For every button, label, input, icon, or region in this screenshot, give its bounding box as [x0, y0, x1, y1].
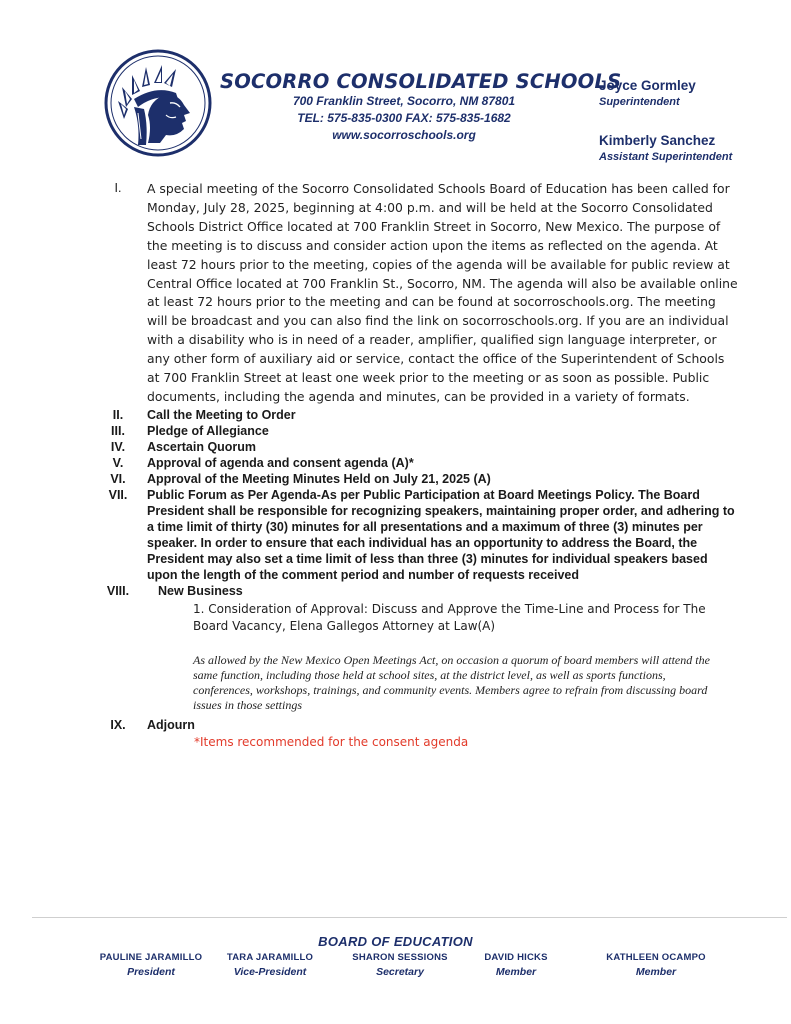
agenda-item-text: Approval of agenda and consent agenda (A)*: [147, 455, 414, 470]
agenda-item-quorum: [100, 439, 740, 455]
agenda-item-text: Call the Meeting to Order: [147, 407, 296, 422]
agenda-item-approval-minutes: [100, 471, 740, 487]
footer-divider: [32, 917, 787, 918]
org-name: SOCORRO CONSOLIDATED SCHOOLS: [220, 70, 622, 93]
agenda-list: [100, 180, 740, 749]
agenda-item-public-forum: [100, 487, 740, 583]
board-member: [92, 952, 210, 978]
officer-name: Joyce Gormley: [599, 78, 696, 93]
board-member: [474, 952, 558, 978]
org-address: 700 Franklin Street, Socorro, NM 87801: [292, 94, 516, 108]
agenda-item-text: Ascertain Quorum: [147, 439, 257, 454]
board-title: BOARD OF EDUCATION: [318, 934, 473, 949]
officer-title: Superintendent: [599, 96, 680, 108]
org-phone-fax: TEL: 575-835-0300 FAX: 575-835-1682: [297, 111, 511, 125]
agenda-item-number: VII.: [108, 487, 128, 502]
agenda-item-number: I.: [114, 181, 122, 195]
board-member-name: PAULINE JARAMILLO: [99, 952, 203, 963]
org-website: www.socorroschools.org: [332, 128, 476, 142]
agenda-item-call-to-order: [100, 407, 740, 423]
agenda-item-pledge: [100, 423, 740, 439]
agenda-item-number: IV.: [110, 439, 126, 454]
agenda-item-number: II.: [112, 407, 124, 422]
board-member-name: KATHLEEN OCAMPO: [606, 952, 706, 963]
board-member-role: Member: [635, 966, 677, 978]
agenda-item-number: V.: [112, 455, 124, 470]
agenda-subitem: 1. Consideration of Approval: Discuss and Approve the Time-Line and Process for The Board Vacancy, Elena Gallegos Attorney at Law(A): [193, 601, 706, 633]
org-header: [220, 70, 622, 144]
agenda-item-intro: [100, 180, 740, 407]
consent-agenda-note: *Items recommended for the consent agenda: [194, 734, 469, 749]
open-meetings-note: As allowed by the New Mexico Open Meetings Act, on occasion a quorum of board members will attend the same function, including those held at school sites, at the district level, as well as sports functions, conferences, workshops, trainings, and community events. Members agree to refrain from discussing board issues in those settings: [193, 652, 710, 712]
chief-headdress-logo: [104, 49, 212, 157]
board-member-role: Member: [495, 966, 537, 978]
agenda-item-text: Approval of the Meeting Minutes Held on July 21, 2025 (A): [147, 471, 491, 486]
board-member-name: TARA JARAMILLO: [226, 952, 314, 963]
agenda-item-number: IX.: [110, 717, 126, 732]
board-member-name: SHARON SESSIONS: [352, 952, 448, 963]
board-member-role: Secretary: [376, 966, 424, 978]
officer-superintendent: [599, 78, 696, 108]
agenda-intro-text: A special meeting of the Socorro Consolidated Schools Board of Education has been called for Monday, July 28, 2025, beginning at 4:00 p.m. and will be held at the Socorro Consolidated Schools District Office located at 700 Franklin Street in Socorro, New Mexico. The purpose of the meeting is to discuss and consider action upon the items as reflected on the agenda. At least 72 hours prior to the meeting, copies of the agenda will be available for public review at Central Office located at 700 Franklin St., Socorro, NM. The agenda will also be available online at least 72 hours prior to the meeting and can be found at socorroschools.org. The meeting will be broadcast and you can also find the link on socorroschools.org. If you are an individual with a disability who is in need of a reader, amplifier, qualified sign language interpreter, or any other form of auxiliary aid or service, contact the office of the Superintendent of Schools at 700 Franklin Street at least one week prior to the meeting or as soon as possible. Public documents, including the agenda and minutes, can be provided in a variety of formats.: [147, 181, 738, 404]
officer-title: Assistant Superintendent: [599, 151, 733, 163]
board-member-role: President: [127, 966, 175, 978]
agenda-item-text: Public Forum as Per Agenda-As per Public Participation at Board Meetings Policy. The Board President shall be responsible for recognizing speakers, maintaining proper order, and adhering to a time limit of thirty (30) minutes for all presentations and a maximum of three (3) minutes per speaker. In order to ensure that each individual has an opportunity to address the Board, the President may also set a time limit of less than three (3) minutes for individual speakers based upon the length of the comment period and number of requests received: [147, 487, 735, 582]
agenda-item-number: VIII.: [106, 583, 130, 598]
agenda-item-text: Adjourn: [147, 717, 195, 732]
agenda-item-adjourn: [100, 717, 740, 749]
agenda-item-text: New Business: [158, 583, 243, 598]
officer-assistant-superintendent: [599, 133, 732, 163]
officer-name: Kimberly Sanchez: [599, 133, 716, 148]
board-member: [596, 952, 716, 978]
board-member: [344, 952, 456, 978]
agenda-item-approval-agenda: [100, 455, 740, 471]
agenda-item-number: VI.: [110, 471, 126, 486]
agenda-item-text: Pledge of Allegiance: [147, 423, 269, 438]
agenda-item-number: III.: [111, 423, 125, 438]
board-member-role: Vice-President: [233, 966, 307, 978]
agenda-item-new-business: [100, 583, 740, 713]
board-member-name: DAVID HICKS: [484, 952, 548, 963]
board-member: [218, 952, 322, 978]
